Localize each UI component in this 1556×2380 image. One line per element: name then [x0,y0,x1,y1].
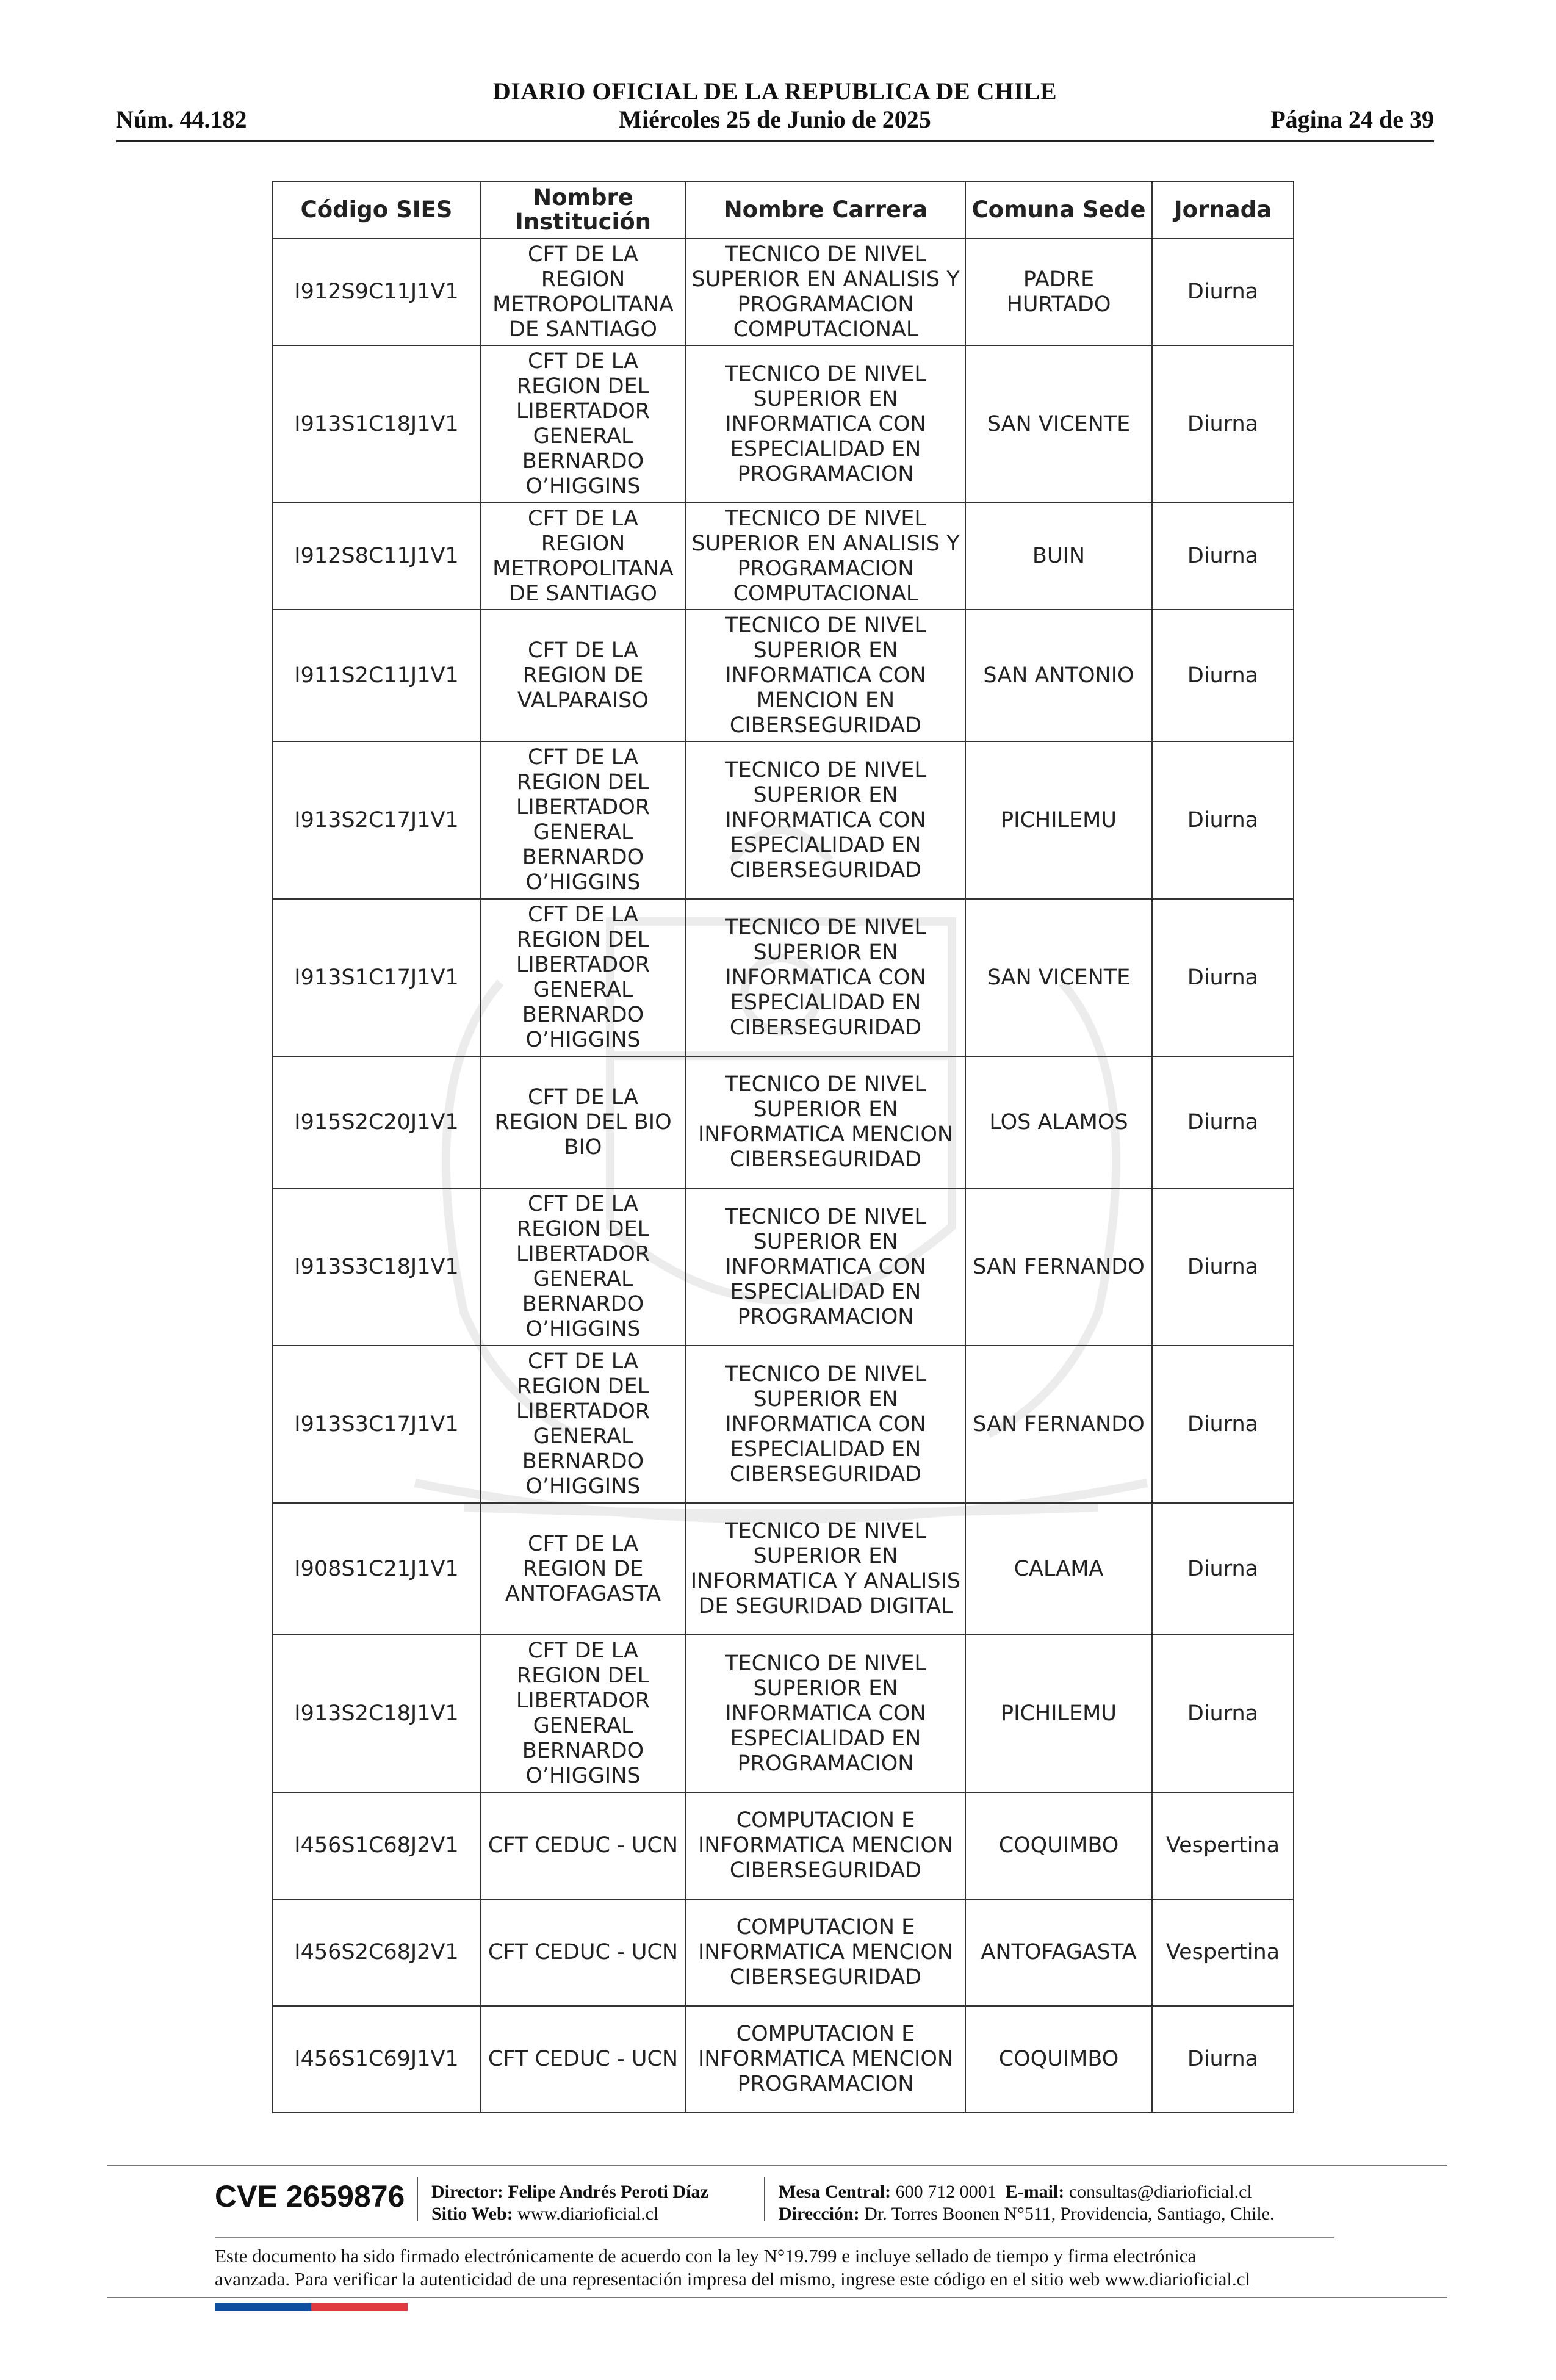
table-row [273,1899,1294,2006]
cell-code: I913S1C17J1V1 [273,899,480,1056]
column-header-schedule: Jornada [1152,181,1294,239]
page-number: Página 24 de 39 [1270,106,1434,133]
cell-commune: SAN ANTONIO [965,610,1152,741]
footer-separator [417,2177,418,2221]
cell-institution: CFT DE LA REGION DE VALPARAISO [480,610,686,741]
cell-schedule: Diurna [1152,2006,1294,2113]
website-link[interactable]: www.diarioficial.cl [517,2204,659,2224]
cell-career: TECNICO DE NIVEL SUPERIOR EN INFORMATICA Y ANALISIS DE SEGURIDAD DIGITAL [686,1503,965,1635]
cell-schedule: Diurna [1152,503,1294,610]
cell-career: TECNICO DE NIVEL SUPERIOR EN INFORMATICA CON ESPECIALIDAD EN PROGRAMACION [686,345,965,503]
table-row [273,1792,1294,1899]
table-row [273,899,1294,1056]
cell-institution: CFT DE LA REGION METROPOLITANA DE SANTIAGO [480,239,686,345]
cell-commune: PICHILEMU [965,1635,1152,1792]
email-label: E-mail: [1005,2182,1065,2202]
column-header-code: Código SIES [273,181,480,239]
page-header [116,76,1434,144]
cell-career: TECNICO DE NIVEL SUPERIOR EN INFORMATICA CON ESPECIALIDAD EN CIBERSEGURIDAD [686,741,965,899]
cell-institution: CFT CEDUC - UCN [480,2006,686,2113]
cell-commune: SAN FERNANDO [965,1346,1152,1503]
cell-institution: CFT CEDUC - UCN [480,1792,686,1899]
cell-code: I912S9C11J1V1 [273,239,480,345]
cell-institution: CFT DE LA REGION DEL BIO BIO [480,1056,686,1188]
table-row [273,610,1294,741]
header-divider [116,140,1434,142]
cell-institution: CFT DE LA REGION DEL LIBERTADOR GENERAL BERNARDO O’HIGGINS [480,1635,686,1792]
cell-commune: CALAMA [965,1503,1152,1635]
column-header-career: Nombre Carrera [686,181,965,239]
table-row [273,741,1294,899]
table-row [273,239,1294,345]
cell-career: TECNICO DE NIVEL SUPERIOR EN ANALISIS Y PROGRAMACION COMPUTACIONAL [686,503,965,610]
phone-email-line [779,2181,1275,2203]
table-row [273,1503,1294,1635]
cell-institution: CFT DE LA REGION DEL LIBERTADOR GENERAL BERNARDO O’HIGGINS [480,345,686,503]
table-row [273,503,1294,610]
table-row [273,345,1294,503]
cell-institution: CFT DE LA REGION METROPOLITANA DE SANTIAGO [480,503,686,610]
cell-code: I456S2C68J2V1 [273,1899,480,2006]
cell-career: COMPUTACION E INFORMATICA MENCION CIBERSEGURIDAD [686,1792,965,1899]
cell-schedule: Diurna [1152,345,1294,503]
cell-code: I456S1C69J1V1 [273,2006,480,2113]
address-value: Dr. Torres Boonen N°511, Providencia, Santiago, Chile. [864,2204,1275,2224]
footer-top-divider [107,2165,1447,2166]
cell-institution: CFT DE LA REGION DEL LIBERTADOR GENERAL BERNARDO O’HIGGINS [480,741,686,899]
cell-code: I913S3C17J1V1 [273,1346,480,1503]
contact-info [779,2181,1275,2225]
cell-commune: PADRE HURTADO [965,239,1152,345]
director-name: Felipe Andrés Peroti Díaz [508,2182,708,2202]
cell-code: I915S2C20J1V1 [273,1056,480,1188]
cell-commune: COQUIMBO [965,1792,1152,1899]
cell-career: TECNICO DE NIVEL SUPERIOR EN INFORMATICA CON ESPECIALIDAD EN CIBERSEGURIDAD [686,899,965,1056]
careers-table [272,181,1294,2113]
cell-institution: CFT CEDUC - UCN [480,1899,686,2006]
director-info [431,2181,708,2225]
cell-career: TECNICO DE NIVEL SUPERIOR EN INFORMATICA CON MENCION EN CIBERSEGURIDAD [686,610,965,741]
cell-schedule: Diurna [1152,1346,1294,1503]
cell-code: I913S2C18J1V1 [273,1635,480,1792]
issue-date: Miércoles 25 de Junio de 2025 [619,106,931,133]
cell-code: I913S1C18J1V1 [273,345,480,503]
newspaper-title: DIARIO OFICIAL DE LA REPUBLICA DE CHILE [492,78,1057,105]
cell-code: I913S2C17J1V1 [273,741,480,899]
footer-separator [764,2177,765,2221]
legal-line: Este documento ha sido firmado electrónicamente de acuerdo con la ley N°19.799 e incluye sellado de tiempo y firma electrónica [215,2245,1197,2266]
mesa-label: Mesa Central: [779,2182,891,2202]
cell-career: TECNICO DE NIVEL SUPERIOR EN INFORMATICA MENCION CIBERSEGURIDAD [686,1056,965,1188]
table-row [273,1056,1294,1188]
cell-schedule: Diurna [1152,239,1294,345]
footer-middle-divider [215,2237,1334,2238]
cell-career: TECNICO DE NIVEL SUPERIOR EN ANALISIS Y PROGRAMACION COMPUTACIONAL [686,239,965,345]
flag-stripe-blue [215,2303,311,2311]
cve-code: CVE 2659876 [215,2179,405,2213]
footer-bottom-divider [107,2297,1447,2298]
cell-schedule: Vespertina [1152,1792,1294,1899]
mesa-phone: 600 712 0001 [895,2182,996,2202]
cell-schedule: Diurna [1152,1503,1294,1635]
website-label: Sitio Web: [431,2204,513,2224]
website-line [431,2203,708,2225]
address-label: Dirección: [779,2204,860,2224]
careers-table-container [272,181,1294,2113]
cell-schedule: Diurna [1152,1056,1294,1188]
cell-commune: SAN VICENTE [965,345,1152,503]
table-row [273,1188,1294,1346]
cell-institution: CFT DE LA REGION DEL LIBERTADOR GENERAL BERNARDO O’HIGGINS [480,1346,686,1503]
table-row [273,1635,1294,1792]
cell-commune: COQUIMBO [965,2006,1152,2113]
legal-notice [215,2245,1374,2291]
cell-commune: ANTOFAGASTA [965,1899,1152,2006]
cell-institution: CFT DE LA REGION DEL LIBERTADOR GENERAL BERNARDO O’HIGGINS [480,1188,686,1346]
cell-code: I456S1C68J2V1 [273,1792,480,1899]
cell-schedule: Diurna [1152,610,1294,741]
cell-schedule: Vespertina [1152,1899,1294,2006]
table-row [273,2006,1294,2113]
cell-commune: SAN FERNANDO [965,1188,1152,1346]
cell-commune: PICHILEMU [965,741,1152,899]
address-line [779,2203,1275,2225]
director-line [431,2181,708,2203]
cell-schedule: Diurna [1152,741,1294,899]
flag-stripe-red [311,2303,408,2311]
director-label: Director: [431,2182,503,2202]
legal-line: avanzada. Para verificar la autenticidad de una representación impresa del mismo, ingrese este código en el sitio web www.diarioficial.cl [215,2268,1251,2290]
cell-code: I908S1C21J1V1 [273,1503,480,1635]
cell-career: COMPUTACION E INFORMATICA MENCION PROGRAMACION [686,2006,965,2113]
cell-code: I913S3C18J1V1 [273,1188,480,1346]
cell-career: COMPUTACION E INFORMATICA MENCION CIBERSEGURIDAD [686,1899,965,2006]
cell-commune: BUIN [965,503,1152,610]
issue-number: Núm. 44.182 [116,106,247,133]
cell-career: TECNICO DE NIVEL SUPERIOR EN INFORMATICA CON ESPECIALIDAD EN PROGRAMACION [686,1188,965,1346]
table-header-row [273,181,1294,239]
email-link[interactable]: consultas@diarioficial.cl [1068,2182,1252,2202]
cell-code: I912S8C11J1V1 [273,503,480,610]
cell-career: TECNICO DE NIVEL SUPERIOR EN INFORMATICA CON ESPECIALIDAD EN CIBERSEGURIDAD [686,1346,965,1503]
cell-schedule: Diurna [1152,899,1294,1056]
cell-institution: CFT DE LA REGION DE ANTOFAGASTA [480,1503,686,1635]
cell-schedule: Diurna [1152,1188,1294,1346]
cell-institution: CFT DE LA REGION DEL LIBERTADOR GENERAL BERNARDO O’HIGGINS [480,899,686,1056]
column-header-institution: Nombre Institución [480,181,686,239]
table-row [273,1346,1294,1503]
column-header-commune: Comuna Sede [965,181,1152,239]
cell-code: I911S2C11J1V1 [273,610,480,741]
cell-schedule: Diurna [1152,1635,1294,1792]
cell-career: TECNICO DE NIVEL SUPERIOR EN INFORMATICA CON ESPECIALIDAD EN PROGRAMACION [686,1635,965,1792]
cell-commune: SAN VICENTE [965,899,1152,1056]
cell-commune: LOS ALAMOS [965,1056,1152,1188]
